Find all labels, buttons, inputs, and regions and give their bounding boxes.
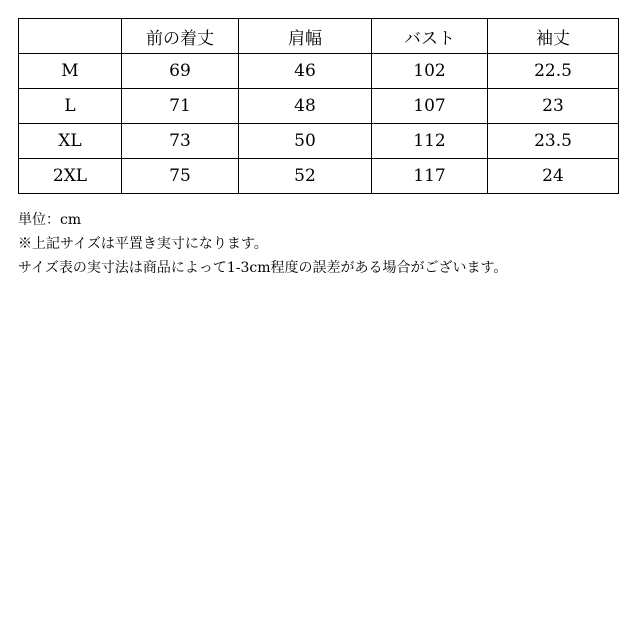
table-cell: 52 bbox=[239, 159, 372, 194]
unit-note: 単位：cm bbox=[18, 212, 82, 228]
table-cell: 75 bbox=[122, 159, 239, 194]
header-cell-shoulder-width: 肩幅 bbox=[239, 19, 372, 54]
table-cell: 69 bbox=[122, 54, 239, 89]
flat-measurement-note: ※上記サイズは平置き実寸になります。 bbox=[18, 236, 268, 252]
table-row bbox=[19, 159, 619, 194]
table-cell: 107 bbox=[372, 89, 488, 124]
header-cell-front-length: 前の着丈 bbox=[122, 19, 239, 54]
header-cell-sleeve-length: 袖丈 bbox=[488, 19, 619, 54]
table-cell: 23 bbox=[488, 89, 619, 124]
table-cell: 117 bbox=[372, 159, 488, 194]
table-cell: 71 bbox=[122, 89, 239, 124]
table-header-row bbox=[19, 19, 619, 54]
tolerance-note: サイズ表の実寸法は商品によって1-3cm程度の誤差がある場合がございます。 bbox=[18, 260, 508, 276]
table-cell: 102 bbox=[372, 54, 488, 89]
size-label-cell: 2XL bbox=[19, 159, 122, 194]
size-notes bbox=[18, 208, 507, 280]
table-cell: 23.5 bbox=[488, 124, 619, 159]
size-label-cell: XL bbox=[19, 124, 122, 159]
table-cell: 50 bbox=[239, 124, 372, 159]
size-label-cell: M bbox=[19, 54, 122, 89]
header-cell-empty bbox=[19, 19, 122, 54]
table-cell: 112 bbox=[372, 124, 488, 159]
table-cell: 24 bbox=[488, 159, 619, 194]
table-row bbox=[19, 89, 619, 124]
table-row bbox=[19, 124, 619, 159]
header-cell-bust: バスト bbox=[372, 19, 488, 54]
size-label-cell: L bbox=[19, 89, 122, 124]
table-row bbox=[19, 54, 619, 89]
size-table bbox=[18, 18, 619, 194]
table-cell: 73 bbox=[122, 124, 239, 159]
table-cell: 46 bbox=[239, 54, 372, 89]
table-cell: 48 bbox=[239, 89, 372, 124]
table-cell: 22.5 bbox=[488, 54, 619, 89]
